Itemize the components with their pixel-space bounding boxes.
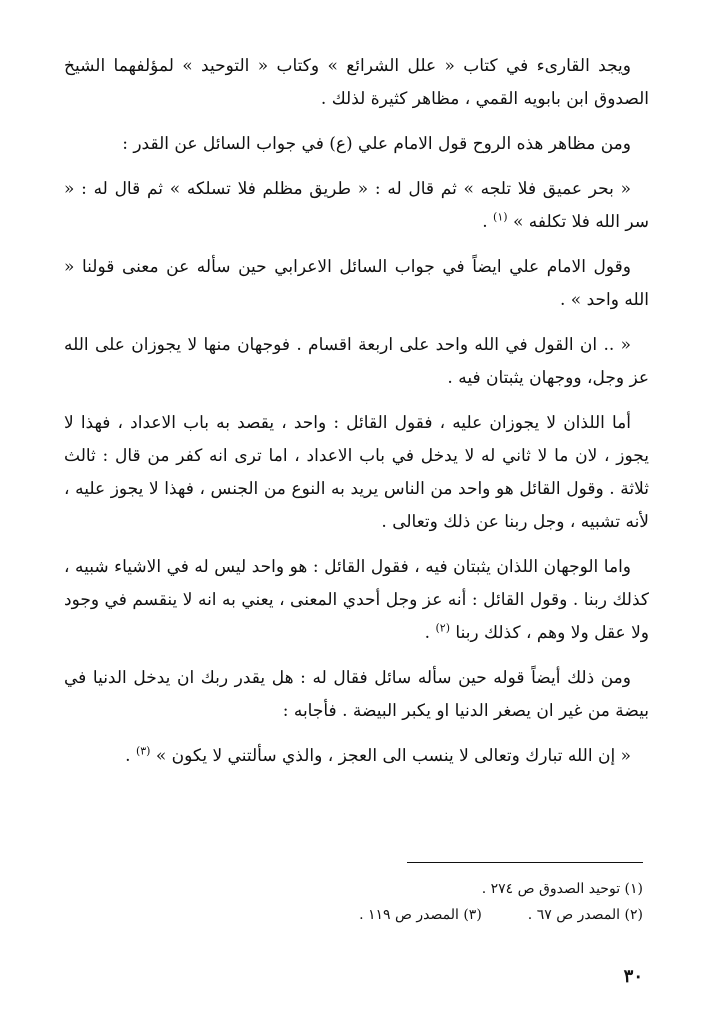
footnote-ref-3: (٣) [135,744,151,758]
paragraph-4-text: وقول الامام علي ايضاً في جواب السائل الاعرابي حين سأله عن معنى قولنا « الله واحد » . [64,257,649,310]
paragraph-4 [64,251,649,317]
paragraph-9: « إن الله تبارك وتعالى لا ينسب الى العجز ، والذي سألتني لا يكون » $^{(٣)}$ . [125,744,631,766]
paragraph-9-text: « إن الله تبارك وتعالى لا ينسب الى العجز ، والذي سألتني لا يكون » [155,746,631,766]
footnote-1: (١) توحيد الصدوق ص ٢٧٤ . [481,881,643,897]
paragraph-6 [64,407,649,539]
paragraph-1 [64,50,649,116]
paragraph-2 [64,128,649,161]
footnote-2: (٢) المصدر ص ٦٧ . [527,907,643,923]
paragraph-6-text: أما اللذان لا يجوزان عليه ، فقول القائل : واحد ، يقصد به باب الاعداد ، فهذا لا يجوز ، لان ما لا ثاني له لا يدخل في باب الاعداد ، اما ترى انه كفر من قال : ثالث ثلاثة . وقول القائل هو واحد من الناس يريد به النوع من الجنس ، فهذا لا يجوز عليه ، لأنه تشبيه ، وجل ربنا عن ذلك وتعالى . [64,413,649,532]
paragraph-3: « بحر عميق فلا تلجه » ثم قال له : « طريق مظلم فلا تسلكه » ثم قال له : « سر الله فلا تكلفه » $^{(١)}$ . [64,179,649,232]
paragraph-2-text: ومن مظاهر هذه الروح قول الامام علي (ع) في جواب السائل عن القدر : [122,134,631,154]
footnote-row-2 [83,902,643,928]
footnote-spacer [482,902,528,928]
page-body [64,46,649,1014]
footnote-ref-1: (١) [493,210,508,224]
paragraph-1-text: ويجد القارىء في كتاب « علل الشرائع » وكتاب « التوحيد » لمؤلفهما الشيخ الصدوق ابن بابويه القمي ، مظاهر كثيرة لذلك . [64,56,649,109]
footnote-row-1 [83,876,643,902]
footnote-3: (٣) المصدر ص ١١٩ . [359,907,482,923]
paragraph-8 [64,662,649,728]
paragraph-8-text: ومن ذلك أيضاً قوله حين سأله سائل فقال له : هل يقدر ربك ان يدخل الدنيا في بيضة من غير ان يصغر الدنيا او يكبر البيضة . فأجابه : [64,668,649,721]
paragraph-7-text: واما الوجهان اللذان يثبتان فيه ، فقول القائل : هو واحد ليس له في الاشياء شبيه ، كذلك ربنا . وقول القائل : أنه عز وجل أحدي المعنى ، يعني به انه لا ينقسم في وجود ولا عقل ولا وهم ، كذلك ربنا [64,557,649,643]
footnote-divider [407,862,643,863]
footnotes [83,876,643,928]
paragraph-5-text: « .. ان القول في الله واحد على اربعة اقسام . فوجهان منها لا يجوزان على الله عز وجل، ووجهان يثبتان فيه . [64,335,649,388]
footnote-ref-2: (٢) [435,621,450,635]
page-number: ٣٠ [623,966,643,987]
paragraph-3-text: « بحر عميق فلا تلجه » ثم قال له : « طريق مظلم فلا تسلكه » ثم قال له : « سر الله فلا تكلفه » [64,179,649,232]
paragraph-7: واما الوجهان اللذان يثبتان فيه ، فقول القائل : هو واحد ليس له في الاشياء شبيه ، كذلك ربنا . وقول القائل : أنه عز وجل أحدي المعنى ، يعني به انه لا ينقسم في وجود ولا عقل ولا وهم ، كذلك ربنا $^{(٢)}$ . [64,557,649,643]
paragraph-5 [64,329,649,395]
